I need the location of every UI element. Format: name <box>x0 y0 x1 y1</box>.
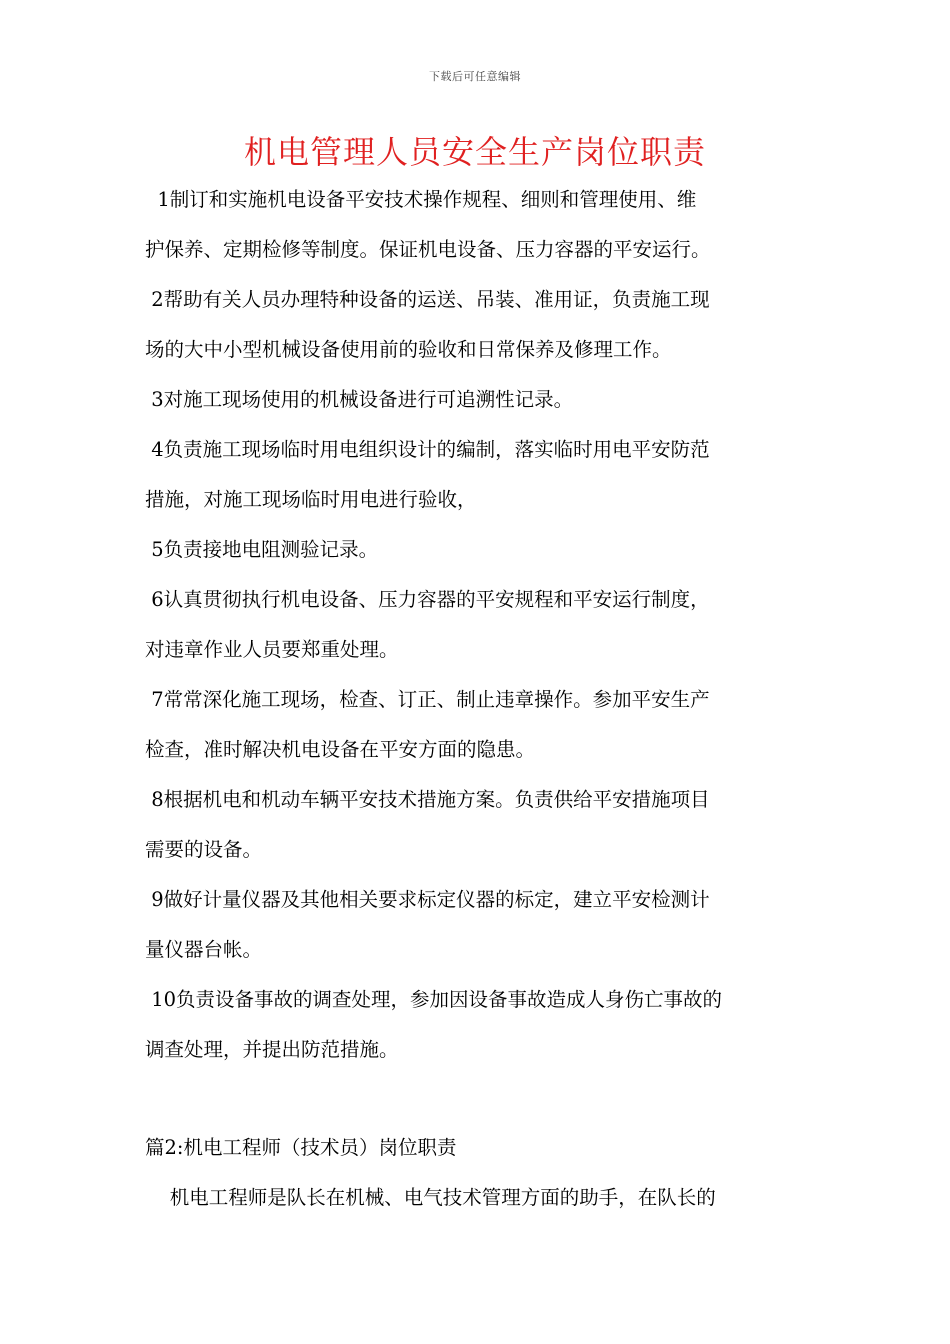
body-line: 1制订和实施机电设备平安技术操作规程、细则和管理使用、维 <box>145 188 697 211</box>
body-line: 护保养、定期检修等制度。保证机电设备、压力容器的平安运行。 <box>145 238 711 261</box>
body-line: 4负责施工现场临时用电组织设计的编制，落实临时用电平安防范 <box>145 438 710 461</box>
body-line: 10负责设备事故的调查处理，参加因设备事故造成人身伤亡事故的 <box>145 988 723 1011</box>
body-line: 量仪器台帐。 <box>145 938 263 961</box>
body-line: 对违章作业人员要郑重处理。 <box>145 638 399 661</box>
body-line: 8根据机电和机动车辆平安技术措施方案。负责供给平安措施项目 <box>145 788 710 811</box>
body-line: 措施，对施工现场临时用电进行验收， <box>145 488 477 511</box>
body-line: 调查处理，并提出防范措施。 <box>145 1038 399 1061</box>
body-line: 9做好计量仪器及其他相关要求标定仪器的标定，建立平安检测计 <box>145 888 710 911</box>
body-line: 6认真贯彻执行机电设备、压力容器的平安规程和平安运行制度， <box>145 588 710 611</box>
body-line: 2帮助有关人员办理特种设备的运送、吊装、准用证，负责施工现 <box>145 288 710 311</box>
body-line: 5负责接地电阻测验记录。 <box>145 538 379 561</box>
header-note: 下载后可任意编辑 <box>429 70 521 83</box>
section-2-title: 篇2:机电工程师（技术员）岗位职责 <box>145 1136 457 1159</box>
body-line: 场的大中小型机械设备使用前的验收和日常保养及修理工作。 <box>145 338 672 361</box>
body-line: 7常常深化施工现场，检查、订正、制止违章操作。参加平安生产 <box>145 688 710 711</box>
body-line: 需要的设备。 <box>145 838 263 861</box>
document-title: 机电管理人员安全生产岗位职责 <box>243 133 706 171</box>
body-line: 检查，准时解决机电设备在平安方面的隐患。 <box>145 738 536 761</box>
body-line: 3对施工现场使用的机械设备进行可追溯性记录。 <box>145 388 574 411</box>
section-2-body-line: 机电工程师是队长在机械、电气技术管理方面的助手，在队长的 <box>145 1186 716 1209</box>
